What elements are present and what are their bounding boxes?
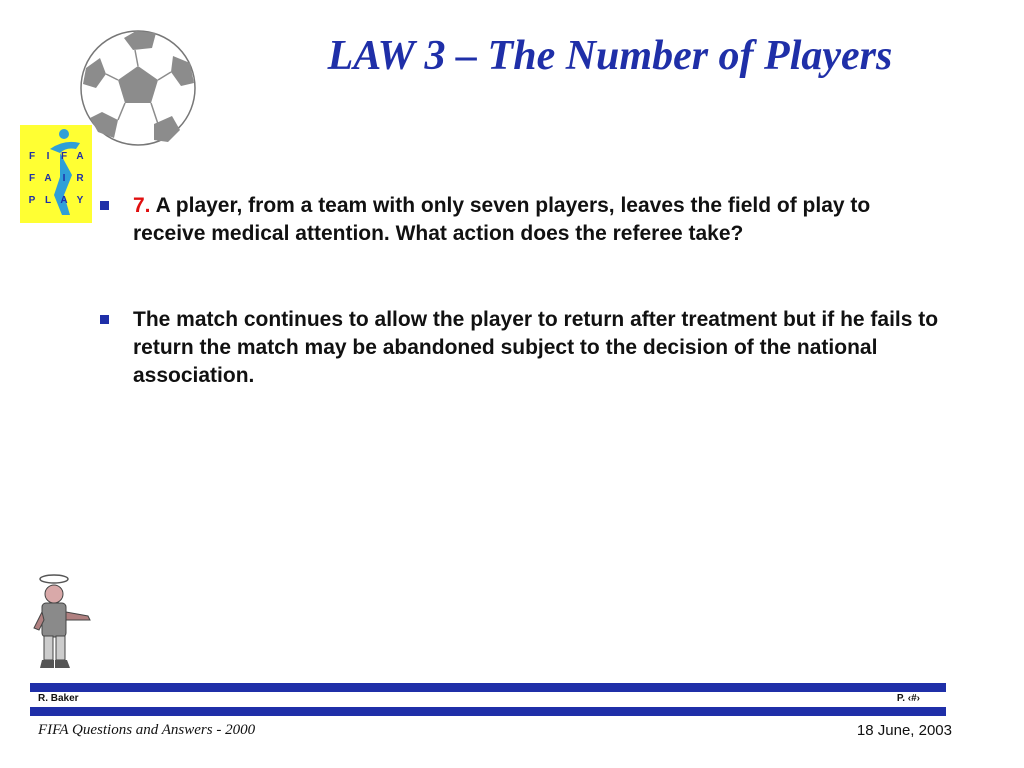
logo-letter: A [60, 195, 68, 206]
logo-letter: R [76, 173, 84, 184]
soccer-ball-icon [78, 28, 198, 148]
bullet-list [100, 192, 940, 390]
logo-letter: I [62, 173, 66, 184]
logo-letter: F [60, 151, 68, 162]
footer-band-bottom [30, 707, 946, 716]
logo-letter: L [44, 195, 52, 206]
referee-cartoon-icon [30, 572, 96, 676]
logo-letter: F [28, 173, 36, 184]
logo-letter: P [28, 195, 36, 206]
answer-text: The match continues to allow the player to return after treatment but if he fails to return the match may be abandoned subject to the decision of the national association. [133, 308, 939, 387]
footer-band-top [30, 683, 946, 692]
footer-course-title: FIFA Questions and Answers - 2000 [38, 722, 256, 738]
square-bullet-icon [100, 315, 109, 324]
logo-letter: A [76, 151, 84, 162]
footer-date: 18 June, 2003 [856, 722, 952, 739]
logo-letter: Y [76, 195, 84, 206]
logo-letter: A [44, 173, 52, 184]
answer-bullet [100, 306, 940, 390]
question-text: A player, from a team with only seven players, leaves the field of play to receive medical attention. What action does the referee take? [133, 194, 871, 245]
fifa-fair-play-logo [20, 125, 92, 223]
square-bullet-icon [100, 201, 109, 210]
question-bullet [100, 192, 940, 248]
logo-letter: I [46, 151, 50, 162]
footer-page-number: P. ‹#› [896, 693, 920, 704]
question-number: 7. [133, 194, 151, 217]
slide-title: LAW 3 – The Number of Players [327, 33, 893, 79]
footer-author: R. Baker [38, 693, 79, 704]
logo-letter: F [28, 151, 36, 162]
